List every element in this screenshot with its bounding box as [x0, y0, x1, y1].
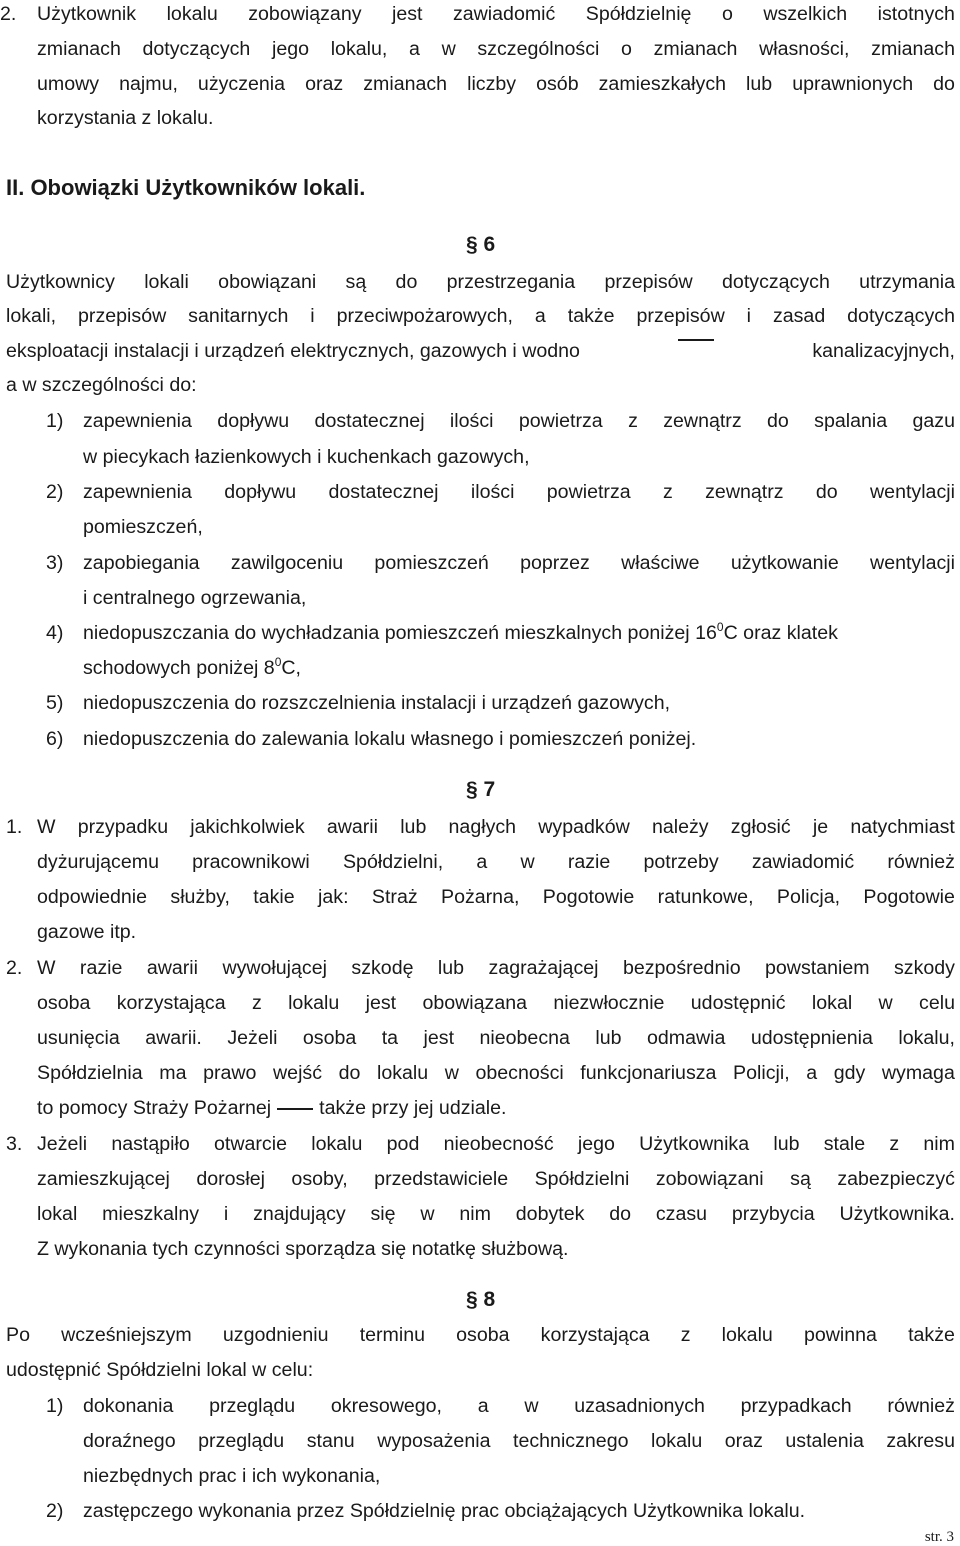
word: Użytkownicy [6, 271, 115, 293]
word: z [889, 1133, 900, 1155]
word: są [790, 1168, 811, 1190]
word: lokal [811, 992, 853, 1014]
word: dokonania [83, 1395, 174, 1417]
list-number: 2. [0, 3, 17, 25]
word: również [887, 851, 955, 873]
word: powstaniem [765, 957, 870, 979]
list-number: 4) [46, 622, 64, 644]
word: są [345, 271, 367, 293]
word: awarii [326, 816, 378, 838]
word: Spółdzielni, [342, 851, 444, 873]
word: stale [823, 1133, 866, 1155]
word: się [370, 1203, 396, 1225]
word: lub [400, 816, 427, 838]
word: z [662, 481, 673, 503]
list-number: 2. [6, 957, 23, 979]
word: poprzez [520, 552, 590, 574]
word: jak: [318, 886, 349, 908]
word: liczby [467, 73, 517, 95]
word: również [887, 1395, 955, 1417]
text-line: Z wykonania tych czynności sporządza się notatkę służbową. [37, 1238, 569, 1260]
word: zawiadomić [452, 3, 556, 25]
word: i [223, 1203, 229, 1225]
dash [678, 339, 714, 363]
word: powietrza [546, 481, 631, 503]
word: jego [272, 38, 310, 60]
word: osoba [302, 1027, 357, 1049]
word: udostępnienia [750, 1027, 873, 1049]
word: W [37, 957, 56, 979]
list-number: 3. [6, 1133, 23, 1155]
word: dotyczących [847, 305, 955, 327]
word: istotnych [877, 3, 955, 25]
text-line: pomieszczeń, [83, 516, 203, 538]
word: nieobecność [443, 1133, 554, 1155]
word: z [628, 410, 638, 432]
word: je [812, 816, 829, 838]
word: w [441, 38, 456, 60]
word: osób [536, 73, 579, 95]
word: lokal [37, 1203, 78, 1225]
text-fragment: schodowych poniżej 8 [83, 657, 275, 679]
word: przedstawiciele [374, 1168, 509, 1190]
word: obowiązani [218, 271, 317, 293]
word: Pogotowie [542, 886, 635, 908]
section-mark: § 8 [466, 1288, 496, 1311]
text-fragment: C oraz klatek [723, 622, 838, 644]
word: jego [577, 1133, 615, 1155]
word: bezpośrednio [622, 957, 741, 979]
word: zapewnienia [83, 481, 192, 503]
word: nim [923, 1133, 955, 1155]
word: odmawia [646, 1027, 726, 1049]
word: lub [595, 1027, 622, 1049]
word: o [621, 38, 632, 60]
word: wentylacji [870, 552, 955, 574]
word: dopływu [217, 410, 290, 432]
superscript: 0 [716, 620, 724, 634]
text-line [37, 1096, 506, 1120]
word: dotyczących [142, 38, 251, 60]
word: natychmiast [850, 816, 955, 838]
word: Straż [371, 886, 418, 908]
word: dopływu [224, 481, 297, 503]
word: wcześniejszym [61, 1324, 192, 1346]
list-number: 6) [46, 728, 64, 750]
word: w [878, 992, 893, 1014]
word: zewnątrz [663, 410, 742, 432]
word: uzasadnionych [574, 1395, 705, 1417]
word: razie [567, 851, 611, 873]
text-line [37, 885, 955, 909]
text-line: korzystania z lokalu. [37, 107, 214, 129]
word: zgłosić [730, 816, 791, 838]
word: wentylacji [870, 481, 955, 503]
word: wypadków [538, 816, 630, 838]
word: użytkowanie [730, 552, 839, 574]
word: lokalu [376, 1062, 429, 1084]
word: lokalu, [898, 1027, 955, 1049]
word: obowiązana [422, 992, 528, 1014]
text-line [83, 551, 955, 575]
word: uprawnionych [792, 73, 914, 95]
text-fragment [83, 621, 838, 645]
text-line [37, 1026, 955, 1050]
word: jakichkolwiek [190, 816, 305, 838]
text-line [37, 1167, 955, 1191]
word: zapewnienia [83, 410, 192, 432]
word: do [815, 481, 838, 503]
word: własności, [759, 38, 850, 60]
word: wyposażenia [377, 1430, 491, 1452]
word: jest [391, 3, 423, 25]
word: okresowego, [330, 1395, 443, 1417]
text-line [6, 339, 955, 363]
word: stanu [306, 1430, 355, 1452]
word: lokalu [311, 1133, 363, 1155]
word: lub [746, 73, 773, 95]
section-mark: § 7 [466, 778, 496, 801]
word: zakresu [886, 1430, 955, 1452]
text-line [37, 72, 955, 96]
word: służby, [170, 886, 230, 908]
word: przybycia [731, 1203, 815, 1225]
word: z [680, 1324, 691, 1346]
word: do [609, 1203, 632, 1225]
word: sanitarnych [188, 305, 289, 327]
page-number: str. 3 [924, 1529, 954, 1545]
word: do [395, 271, 418, 293]
word: pod [386, 1133, 420, 1155]
word: zmianach [653, 38, 738, 60]
word: korzystająca [116, 992, 226, 1014]
word: Pogotowie [863, 886, 955, 908]
word: szkodę [351, 957, 414, 979]
word: nieobecna [479, 1027, 570, 1049]
text-fragment: także przy jej udziale. [319, 1097, 507, 1119]
word: użyczenia [197, 73, 286, 95]
word: Pożarna, [441, 886, 520, 908]
word: zewnątrz [705, 481, 784, 503]
word: pracownikowi [192, 851, 310, 873]
word: w [420, 1203, 435, 1225]
word: właściwe [621, 552, 700, 574]
word: przypadku [77, 816, 169, 838]
text-line: niedopuszczenia do rozszczelnienia instalacji i urządzeń gazowych, [83, 692, 671, 714]
word: lokali, [6, 305, 57, 327]
word: celu [919, 992, 955, 1014]
text-line: udostępnić Spółdzielni lokal w celu: [6, 1359, 314, 1381]
list-number: 1) [46, 410, 64, 432]
word: Jeżeli [227, 1027, 278, 1049]
word: Spółdzielnię [585, 3, 692, 25]
word: wywołującej [222, 957, 327, 979]
word: lokalu, [330, 38, 388, 60]
word: lokalu [721, 1324, 773, 1346]
word: przeglądu [198, 1430, 285, 1452]
word: ratunkowe, [657, 886, 754, 908]
word: udostępnić [690, 992, 786, 1014]
text-line [37, 850, 955, 874]
word: wszelkich [763, 3, 848, 25]
word: potrzeby [643, 851, 719, 873]
word: zamieszkującej [37, 1168, 170, 1190]
word: spalania [814, 410, 888, 432]
word: zagrażającej [488, 957, 599, 979]
word: a [534, 305, 546, 327]
word: w [520, 851, 535, 873]
text-line: zastępczego wykonania przez Spółdzielnię prac obciążających Użytkownika lokalu. [83, 1500, 806, 1522]
word: zmianach [871, 38, 955, 60]
word: osoba [456, 1324, 510, 1346]
word: gazu [912, 410, 955, 432]
word: przeglądu [209, 1395, 296, 1417]
word: mieszkalny [102, 1203, 200, 1225]
text-line [37, 991, 955, 1015]
superscript: 0 [274, 655, 282, 669]
text-line [83, 409, 955, 433]
word: lokalu [651, 1430, 703, 1452]
text-line: w piecykach łazienkowych i kuchenkach gazowych, [83, 446, 530, 468]
text-line: gazowe itp. [37, 921, 137, 943]
text-line [37, 956, 955, 980]
word: dorosłej [196, 1168, 265, 1190]
word: lub [437, 957, 465, 979]
word: Użytkownika [639, 1133, 750, 1155]
text-line: niedopuszczenia do zalewania lokalu własnego i pomieszczeń poniżej. [83, 728, 697, 750]
word: i [746, 305, 752, 327]
text-line [83, 1429, 955, 1453]
word: nim [459, 1203, 491, 1225]
word: a [806, 1062, 818, 1084]
word: dostatecznej [314, 410, 425, 432]
word: przeciwpożarowych, [336, 305, 513, 327]
word: do [766, 410, 789, 432]
text-fragment: to pomocy Straży Pożarnej [37, 1097, 272, 1119]
text-line: i centralnego ogrzewania, [83, 587, 307, 609]
word: zabezpieczyć [837, 1168, 955, 1190]
word: funkcjonariusza [580, 1062, 717, 1084]
word: gdy [833, 1062, 866, 1084]
text-line [37, 1132, 955, 1156]
word: powietrza [518, 410, 603, 432]
word: wymaga [881, 1062, 955, 1084]
text-line [83, 621, 955, 645]
word: ustalenia [785, 1430, 864, 1452]
word: takie [253, 886, 295, 908]
word: awarii. [145, 1027, 202, 1049]
text-line [83, 656, 301, 680]
word: utrzymania [859, 271, 955, 293]
word: technicznego [513, 1430, 629, 1452]
text-line [83, 1394, 955, 1418]
word: prawo [203, 1062, 257, 1084]
word: a [477, 1395, 489, 1417]
text-line [37, 815, 955, 839]
word: wejść [273, 1062, 323, 1084]
list-number: 1. [6, 816, 23, 838]
word: jest [365, 992, 397, 1014]
word: Użytkownika. [839, 1203, 955, 1225]
word: lub [773, 1133, 800, 1155]
word: ma [159, 1062, 187, 1084]
word: zmianach [37, 38, 121, 60]
word: przypadkach [740, 1395, 852, 1417]
word: otwarcie [214, 1133, 287, 1155]
list-number: 1) [46, 1395, 64, 1417]
word: Spółdzielni [534, 1168, 630, 1190]
word: przepisów [604, 271, 693, 293]
word: przepisów [636, 305, 725, 327]
text-line: niezbędnych prac i ich wykonania, [83, 1465, 381, 1487]
word: przestrzegania [446, 271, 576, 293]
word: niezwłocznie [553, 992, 665, 1014]
text-line [83, 480, 955, 504]
text-fragment: eksploatacji instalacji i urządzeń elektrycznych, gazowych i wodno [6, 340, 580, 362]
word: należy [651, 816, 709, 838]
list-number: 2) [46, 481, 64, 503]
word: zawilgoceniu [230, 552, 344, 574]
word: szkody [894, 957, 955, 979]
word: Spółdzielnia [37, 1062, 143, 1084]
word: także [908, 1324, 955, 1346]
word: osoba [37, 992, 91, 1014]
list-number: 3) [46, 552, 64, 574]
word: zmianach [363, 73, 448, 95]
word: lokalu [166, 3, 218, 25]
word: razie [79, 957, 123, 979]
word: dobytek [515, 1203, 585, 1225]
word: lokali [144, 271, 189, 293]
word: szczególności [477, 38, 600, 60]
text-line: a w szczególności do: [6, 374, 197, 396]
word: zawiadomić [751, 851, 855, 873]
word: lokalu [288, 992, 340, 1014]
word: czasu [655, 1203, 708, 1225]
word: a [409, 38, 420, 60]
word: jest [423, 1027, 455, 1049]
text-line [6, 304, 955, 328]
text-line [6, 270, 955, 294]
word: do [933, 73, 955, 95]
word: przepisów [78, 305, 167, 327]
word: w [524, 1395, 539, 1417]
word: i [310, 305, 315, 327]
word: znajdujący [253, 1203, 346, 1225]
word: umowy [37, 73, 100, 95]
word: powinna [803, 1324, 877, 1346]
word: pomieszczeń [374, 552, 489, 574]
text-line [37, 1202, 955, 1226]
word: zapobiegania [83, 552, 200, 574]
word: Po [6, 1324, 30, 1346]
word: także [567, 305, 615, 327]
dash [277, 1108, 313, 1110]
word: doraźnego [83, 1430, 176, 1452]
word: z [251, 992, 262, 1014]
text-line [37, 37, 955, 61]
word: obecności [475, 1062, 564, 1084]
list-number: 2) [46, 1500, 64, 1522]
word: odpowiednie [37, 886, 148, 908]
word: Użytkownik [37, 3, 137, 25]
word: ta [381, 1027, 399, 1049]
text-fragment: niedopuszczania do wychładzania pomieszczeń mieszkalnych poniżej 16 [83, 622, 717, 644]
word: dotyczących [722, 271, 830, 293]
word: Policja, [776, 886, 841, 908]
word: o [721, 3, 733, 25]
section-heading: II. Obowiązki Użytkowników lokali. [6, 175, 366, 200]
word: Jeżeli [37, 1133, 88, 1155]
word: ilości [449, 410, 494, 432]
word: w [444, 1062, 459, 1084]
word: oraz [724, 1430, 763, 1452]
word: dostatecznej [328, 481, 439, 503]
text-fragment: C, [281, 657, 301, 679]
word: uzgodnieniu [222, 1324, 329, 1346]
text-line [6, 1323, 955, 1347]
word: dyżurującemu [37, 851, 159, 873]
word: do [338, 1062, 361, 1084]
word: zasad [772, 305, 826, 327]
word: nastąpiło [111, 1133, 190, 1155]
word: zobowiązani [655, 1168, 764, 1190]
word: awarii [146, 957, 199, 979]
word: osoby, [291, 1168, 348, 1190]
word: terminu [359, 1324, 426, 1346]
section-mark: § 6 [466, 233, 496, 256]
text-fragment: kanalizacyjnych, [812, 340, 955, 362]
word: nagłych [448, 816, 517, 838]
word: a [476, 851, 488, 873]
word: najmu, [119, 73, 178, 95]
word: usunięcia [37, 1027, 120, 1049]
word: oraz [305, 73, 344, 95]
word: zamieszkałych [598, 73, 727, 95]
word: W [37, 816, 56, 838]
text-line [37, 1061, 955, 1085]
word: korzystająca [540, 1324, 650, 1346]
list-number: 5) [46, 692, 64, 714]
text-line [37, 2, 955, 26]
word: Policji, [733, 1062, 790, 1084]
word: zobowiązany [248, 3, 362, 25]
word: ilości [470, 481, 515, 503]
